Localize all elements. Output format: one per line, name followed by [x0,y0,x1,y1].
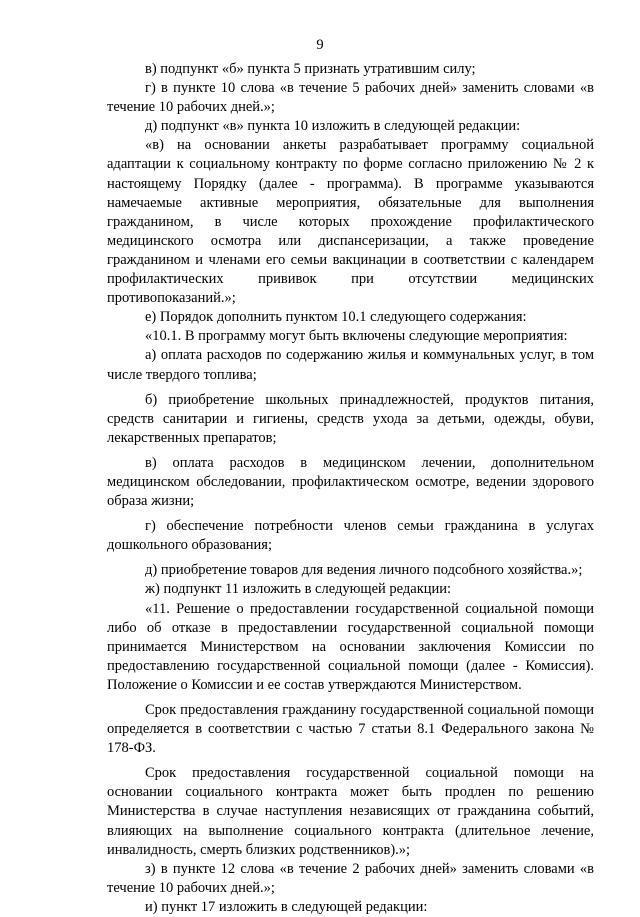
list-item-a: а) оплата расходов по содержанию жилья и коммунальных услуг, в том числе твердого топлива; [107,347,594,383]
paragraph-zh-11-intro: ж) подпункт 11 изложить в следующей редакции: [145,581,452,598]
paragraph-g-10-replace: г) в пункте 10 слова «в течение 5 рабочих дней» заменить словами «в течение 10 рабочих дней.»; [107,80,594,116]
list-item-d: д) приобретение товаров для ведения личного подсобного хозяйства.»; [145,562,583,579]
paragraph-term-determination: Срок предоставления гражданину государственной социальной помощи определяется в соответствии с частью 7 статьи 8.1 Федерального закона № 178-ФЗ. [107,702,594,757]
paragraph-i-17-intro: и) пункт 17 изложить в следующей редакции: [145,898,428,915]
paragraph-term-extension: Срок предоставления государственной социальной помощи на основании социального контракта может быть продлен по решению Министерства в случае наступления независящих от гражданина событий, влияющих на выполнение социального контракта (длительное лечение, инвалидность, смерть близких родственников).»; [107,765,594,858]
paragraph-10v-text: «в) на основании анкеты разрабатывает программу социальной адаптации к социальному контракту по форме согласно приложению № 2 к настоящему Порядку (далее - программа). В программе указываются намечаемые активные мероприятия, обязательные для выполнения гражданином, в числе которых прохождение профилактического медицинского осмотра или диспансеризации, а также проведение гражданином и членами его семьи вакцинации в соответствии с календарем профилактических прививок при отсутствии медицинских противопоказаний.»; [107,137,594,307]
paragraph-z-12-replace: з) в пункте 12 слова «в течение 2 рабочих дней» заменить словами «в течение 10 рабочих дней.»; [107,860,594,896]
list-item-v: в) оплата расходов в медицинском лечении, дополнительном медицинском обследовании, профилактическом осмотре, ведении здорового образа жизни; [107,454,594,510]
paragraph-v-5b-repeal: в) подпункт «б» пункта 5 признать утратившим силу; [145,61,476,77]
paragraph-d-10v-intro: д) подпункт «в» пункта 10 изложить в следующей редакции: [145,118,521,135]
paragraph-e-add-10-1: е) Порядок дополнить пунктом 10.1 следующего содержания: [145,309,527,326]
page-number: 9 [316,37,324,53]
paragraph-10-1-intro: «10.1. В программу могут быть включены следующие мероприятия: [145,328,568,345]
list-item-b: б) приобретение школьных принадлежностей, продуктов питания, средств санитарии и гигиены, средств ухода за детьми, одежды, обуви, лекарственных препаратов; [107,391,594,446]
list-item-g: г) обеспечение потребности членов семьи гражданина в услугах дошкольного образования; [107,518,594,554]
document-body [107,60,594,917]
paragraph-11-text: «11. Решение о предоставлении государственной социальной помощи либо об отказе в предоставлении государственной социальной помощи принимается Министерством на основании заключения Комиссии по предоставлению государственной социальной помощи (далее - Комиссия). Положение о Комиссии и ее состав утверждаются Министерством. [107,600,594,693]
